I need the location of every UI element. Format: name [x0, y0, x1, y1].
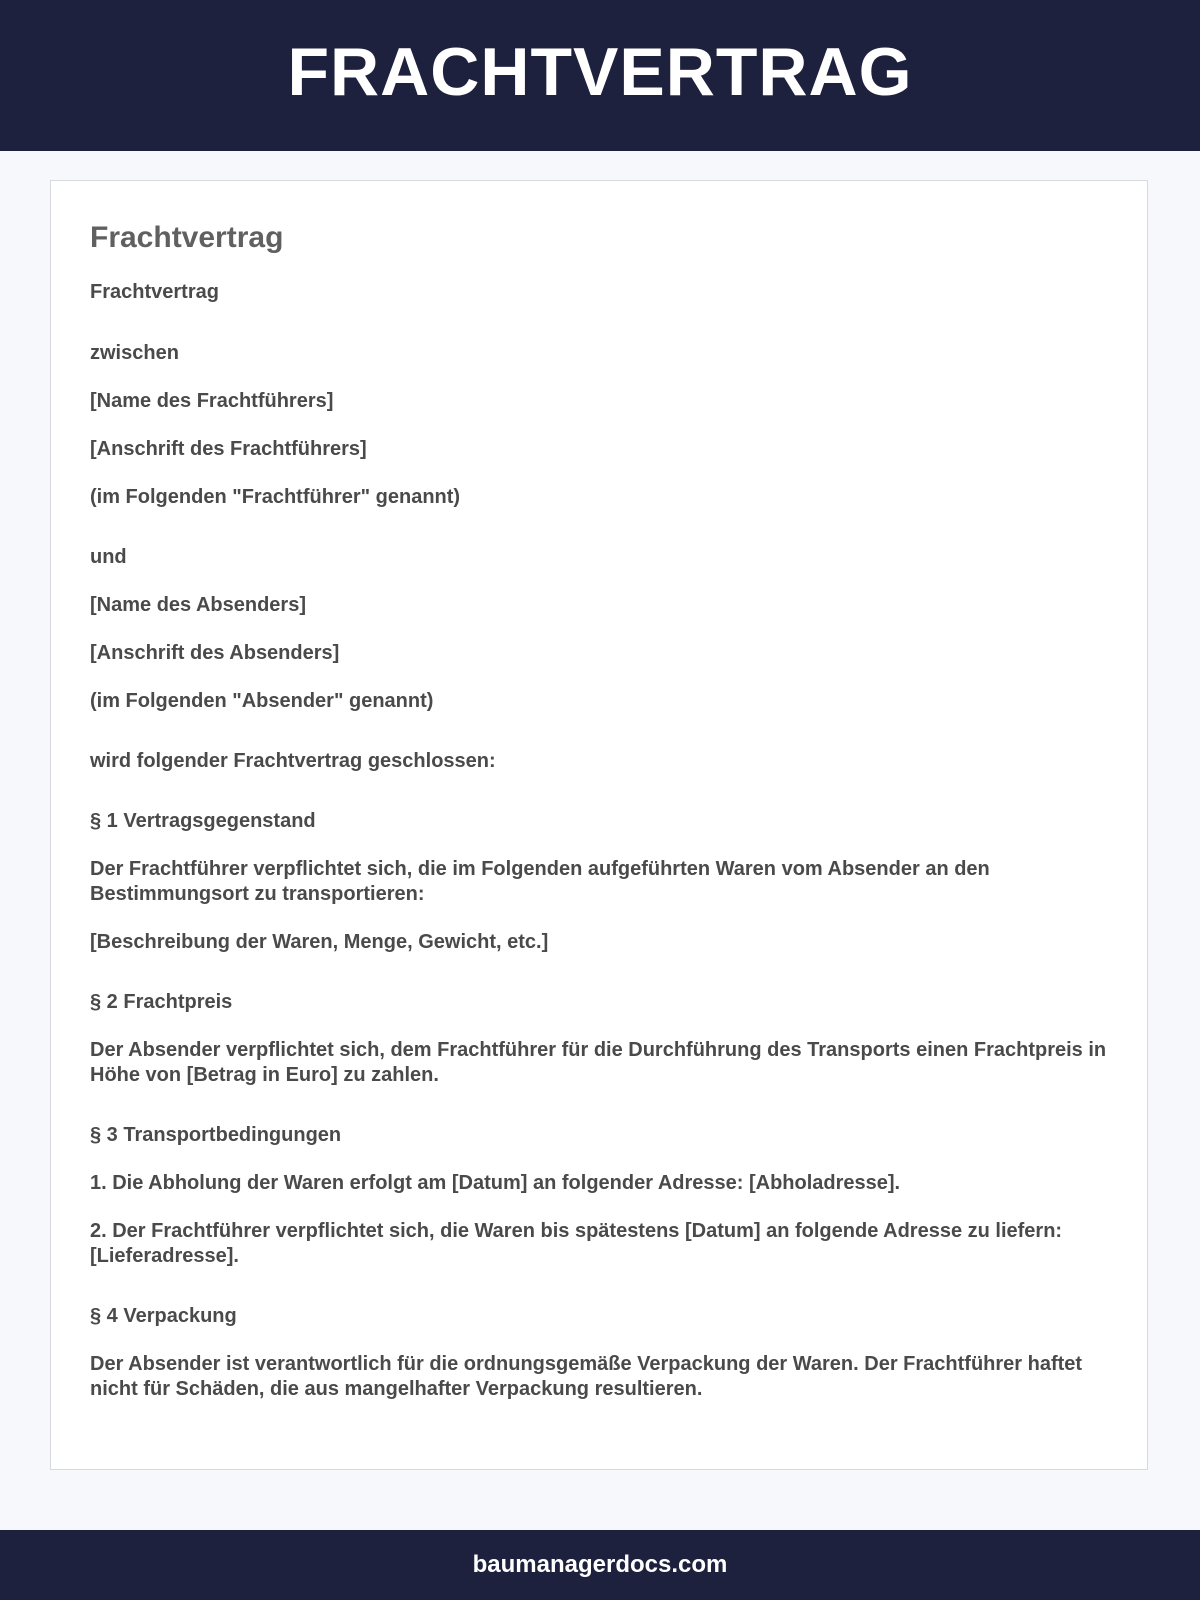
section-paragraph: 1. Die Abholung der Waren erfolgt am [Datum] an folgender Adresse: [Abholadresse].	[90, 1172, 901, 1194]
section-paragraph: Der Absender verpflichtet sich, dem Frachtführer für die Durchführung des Transports einen Frachtpreis in Höhe von [Betrag in Euro] zu zahlen.	[90, 1039, 1107, 1086]
sender-designation: (im Folgenden "Absender" genannt)	[90, 690, 434, 712]
section-heading: § 1 Vertragsgegenstand	[90, 810, 316, 832]
footer-site-link[interactable]: baumanagerdocs.com	[472, 1551, 728, 1578]
section-paragraph: 2. Der Frachtführer verpflichtet sich, die Waren bis spätestens [Datum] an folgende Adresse zu liefern: [Lieferadresse].	[90, 1220, 1063, 1267]
sender-address-placeholder: [Anschrift des Absenders]	[90, 642, 340, 664]
carrier-address-placeholder: [Anschrift des Frachtführers]	[90, 438, 367, 460]
document-title: Frachtvertrag	[90, 221, 284, 254]
section-paragraph: Der Absender ist verantwortlich für die ordnungsgemäße Verpackung der Waren. Der Frachtführer haftet nicht für Schäden, die aus mangelhafter Verpackung resultieren.	[90, 1353, 1083, 1400]
sender-name-placeholder: [Name des Absenders]	[90, 594, 306, 616]
contract-conclusion: wird folgender Frachtvertrag geschlossen:	[90, 750, 496, 772]
banner-title: FRACHTVERTRAG	[287, 33, 913, 110]
footer-banner	[0, 1530, 1200, 1600]
section-heading: § 2 Frachtpreis	[90, 991, 233, 1013]
section-heading: § 4 Verpackung	[90, 1305, 237, 1327]
party-separator: und	[90, 546, 127, 568]
section-paragraph: Der Frachtführer verpflichtet sich, die im Folgenden aufgeführten Waren vom Absender an den Bestimmungsort zu transportieren:	[90, 858, 990, 905]
goods-placeholder: [Beschreibung der Waren, Menge, Gewicht, etc.]	[90, 931, 549, 953]
header-banner	[0, 0, 1200, 151]
section-heading: § 3 Transportbedingungen	[90, 1124, 342, 1146]
carrier-designation: (im Folgenden "Frachtführer" genannt)	[90, 486, 461, 508]
intro-heading: Frachtvertrag	[90, 281, 219, 303]
party-separator: zwischen	[90, 342, 179, 364]
carrier-name-placeholder: [Name des Frachtführers]	[90, 390, 334, 412]
